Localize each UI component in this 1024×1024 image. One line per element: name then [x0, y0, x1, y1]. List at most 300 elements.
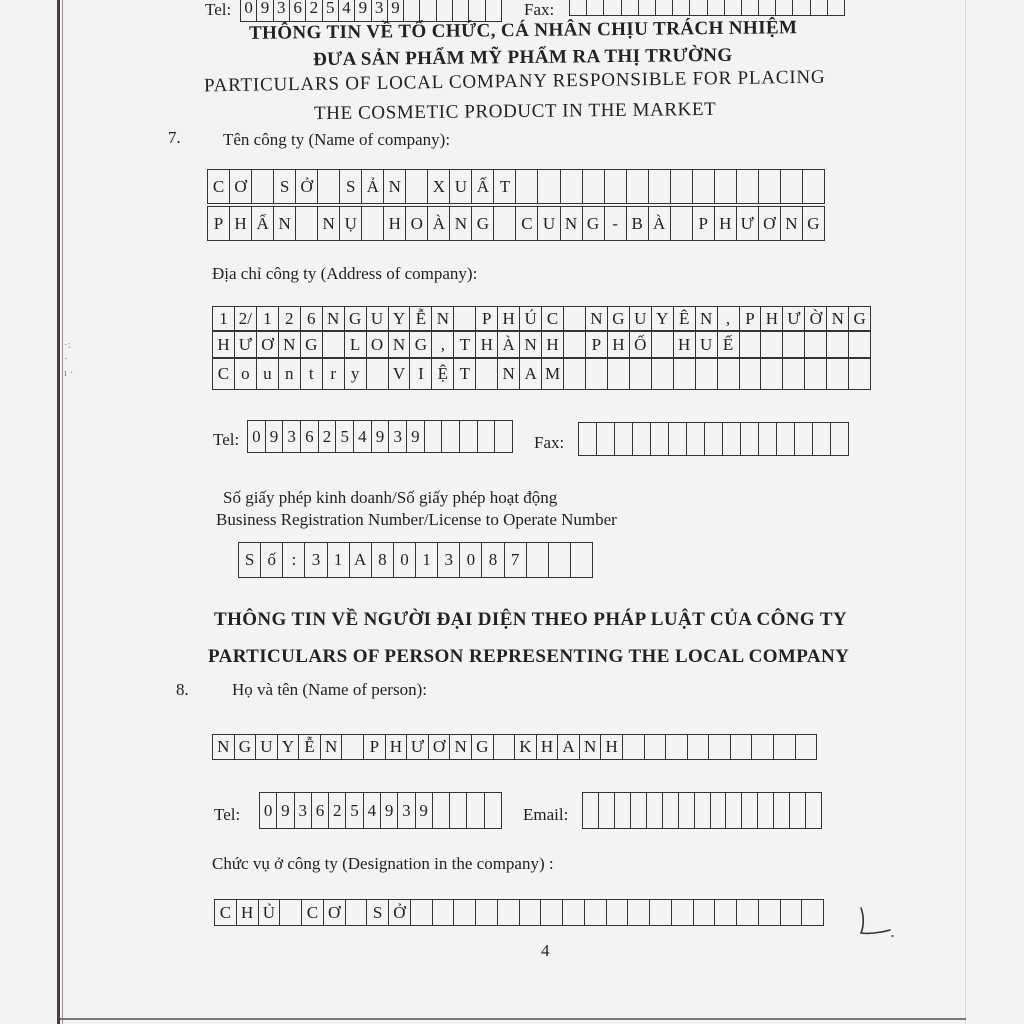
company-name-row-2 — [207, 206, 825, 241]
form-cell: 3 — [438, 542, 460, 578]
form-cell — [420, 0, 436, 22]
form-cell: 1 — [328, 542, 350, 578]
form-cell: 0 — [460, 542, 482, 578]
company-fax-cells — [578, 422, 849, 456]
form-cell: H — [386, 734, 408, 760]
heading-representative-vi: THÔNG TIN VỀ NGƯỜI ĐẠI DIỆN THEO PHÁP LUẬT CỦA CÔNG TY — [214, 609, 848, 630]
form-cell — [723, 422, 741, 456]
form-cell: G — [608, 306, 630, 331]
form-cell — [783, 358, 805, 390]
form-cell — [696, 358, 718, 390]
item-8-number: 8. — [176, 680, 189, 699]
form-cell — [494, 734, 516, 760]
form-cell: N — [561, 206, 583, 241]
heading-local-company-vi-1: THÔNG TIN VỀ TỔ CHỨC, CÁ NHÂN CHỊU TRÁCH NHIỆM — [248, 17, 798, 44]
form-cell: 1 — [213, 306, 235, 331]
form-cell — [516, 169, 538, 204]
form-cell: Ư — [737, 206, 759, 241]
form-cell: N — [498, 358, 520, 390]
form-cell: 1 — [416, 542, 438, 578]
form-cell: H — [608, 331, 630, 358]
form-cell — [404, 0, 420, 22]
form-cell: N — [432, 306, 454, 331]
form-cell — [777, 422, 795, 456]
form-cell: N — [323, 306, 345, 331]
item-7-number: 7. — [168, 128, 181, 147]
company-tel-label: Tel: — [213, 430, 240, 449]
form-cell: P — [476, 306, 498, 331]
form-cell: 8 — [372, 542, 394, 578]
form-cell: H — [715, 206, 737, 241]
form-cell: H — [601, 734, 623, 760]
form-cell — [622, 0, 639, 16]
form-cell: 0 — [248, 420, 266, 453]
form-cell: 4 — [339, 0, 355, 22]
form-cell: 7 — [505, 542, 527, 578]
form-cell — [599, 792, 615, 829]
company-address-grid — [212, 306, 871, 390]
form-cell — [628, 899, 650, 926]
form-cell — [731, 734, 753, 760]
form-cell: o — [235, 358, 257, 390]
form-cell: P — [740, 306, 762, 331]
form-cell: 3 — [274, 0, 290, 22]
form-cell: Ờ — [805, 306, 827, 331]
form-cell: Ư — [407, 734, 429, 760]
form-cell — [252, 169, 274, 204]
form-cell — [476, 899, 498, 926]
designation-cells — [214, 899, 824, 926]
form-cell — [498, 899, 520, 926]
form-cell — [442, 420, 460, 453]
form-cell — [725, 0, 742, 16]
form-cell: 3 — [295, 792, 312, 829]
form-cell: U — [696, 331, 718, 358]
form-cell: I — [410, 358, 432, 390]
form-cell: G — [472, 206, 494, 241]
form-cell: 2 — [306, 0, 322, 22]
form-cell: Ú — [520, 306, 542, 331]
form-cell — [631, 792, 647, 829]
form-cell: 9 — [257, 0, 273, 22]
form-cell — [849, 331, 871, 358]
form-cell — [645, 734, 667, 760]
person-email-cells — [582, 792, 822, 829]
top-fax-label: Fax: — [524, 0, 555, 19]
form-cell: 3 — [372, 0, 388, 22]
form-cell: O — [367, 331, 389, 358]
form-cell — [453, 0, 469, 22]
form-cell: , — [718, 306, 740, 331]
form-cell: Ở — [389, 899, 411, 926]
form-cell — [604, 0, 621, 16]
form-cell: Ụ — [340, 206, 362, 241]
form-cell: A — [520, 358, 542, 390]
form-cell — [527, 542, 549, 578]
form-cell — [549, 542, 571, 578]
form-cell: M — [542, 358, 564, 390]
form-cell: P — [364, 734, 386, 760]
form-cell — [674, 358, 696, 390]
form-cell — [615, 422, 633, 456]
form-cell: y — [345, 358, 367, 390]
form-cell: 6 — [301, 306, 323, 331]
form-cell: 6 — [312, 792, 329, 829]
form-cell: 0 — [260, 792, 277, 829]
form-cell: 4 — [364, 792, 381, 829]
form-cell — [608, 358, 630, 390]
form-cell — [669, 422, 687, 456]
form-cell: U — [538, 206, 560, 241]
form-cell: r — [323, 358, 345, 390]
form-cell: H — [542, 331, 564, 358]
company-name-row-1 — [207, 169, 825, 204]
form-cell: 8 — [482, 542, 504, 578]
form-cell — [715, 169, 737, 204]
form-cell — [781, 899, 803, 926]
person-email-label: Email: — [523, 805, 569, 824]
form-cell — [585, 899, 607, 926]
form-cell: G — [301, 331, 323, 358]
form-cell — [450, 792, 467, 829]
form-cell: Ê — [674, 306, 696, 331]
form-cell — [570, 0, 587, 16]
page-left-edge — [57, 0, 60, 1024]
form-cell — [494, 206, 516, 241]
form-cell — [411, 899, 433, 926]
form-cell — [656, 0, 673, 16]
form-cell: ố — [261, 542, 283, 578]
form-cell — [761, 358, 783, 390]
form-cell — [761, 331, 783, 358]
form-cell: 5 — [336, 420, 354, 453]
form-cell: Ễ — [410, 306, 432, 331]
form-cell — [742, 792, 758, 829]
company-name-grid — [207, 169, 825, 241]
form-cell — [460, 420, 478, 453]
form-cell: Ủ — [259, 899, 281, 926]
form-cell — [705, 422, 723, 456]
form-cell: H — [230, 206, 252, 241]
form-cell — [793, 0, 810, 16]
form-cell: N — [279, 331, 301, 358]
form-cell — [486, 0, 502, 22]
form-cell — [362, 206, 384, 241]
form-cell: N — [274, 206, 296, 241]
form-cell — [783, 331, 805, 358]
company-name-label: Tên công ty (Name of company): — [223, 130, 451, 149]
form-cell: Ấ — [472, 169, 494, 204]
form-cell — [476, 358, 498, 390]
form-cell: Ơ — [429, 734, 451, 760]
form-cell — [564, 306, 586, 331]
form-cell: U — [367, 306, 389, 331]
form-cell — [741, 422, 759, 456]
form-cell: , — [432, 331, 454, 358]
form-cell — [673, 0, 690, 16]
form-cell: P — [693, 206, 715, 241]
form-cell: N — [321, 734, 343, 760]
form-cell: N — [586, 306, 608, 331]
form-cell — [740, 358, 762, 390]
form-cell: 3 — [283, 420, 301, 453]
form-cell: 9 — [388, 0, 404, 22]
form-cell: 9 — [407, 420, 425, 453]
page-left-edge-shadow — [62, 0, 63, 1024]
form-cell — [752, 734, 774, 760]
form-cell — [695, 792, 711, 829]
heading-local-company-en-1: PARTICULARS OF LOCAL COMPANY RESPONSIBLE FOR PLACING — [203, 66, 826, 97]
form-cell: Ư — [235, 331, 257, 358]
form-cell: : — [283, 542, 305, 578]
form-cell: C — [213, 358, 235, 390]
form-cell — [296, 206, 318, 241]
form-cell: 6 — [290, 0, 306, 22]
form-cell: C — [208, 169, 230, 204]
form-cell — [709, 734, 731, 760]
form-cell — [774, 734, 796, 760]
form-cell — [520, 899, 542, 926]
form-cell — [564, 358, 586, 390]
form-cell: Ễ — [299, 734, 321, 760]
form-cell: Ệ — [432, 358, 454, 390]
form-cell: U — [450, 169, 472, 204]
form-cell: Ơ — [759, 206, 781, 241]
form-cell: C — [215, 899, 237, 926]
form-cell — [639, 0, 656, 16]
form-cell: - — [605, 206, 627, 241]
form-cell: 3 — [305, 542, 327, 578]
page-number: 4 — [541, 941, 550, 960]
form-cell: H — [237, 899, 259, 926]
form-cell — [454, 306, 476, 331]
form-cell: Ố — [630, 331, 652, 358]
form-cell — [495, 420, 513, 453]
form-cell: 2 — [319, 420, 337, 453]
form-cell — [579, 422, 597, 456]
heading-local-company-vi-2: ĐƯA SẢN PHẨM MỸ PHẨM RA THỊ TRƯỜNG — [312, 44, 733, 71]
form-cell — [849, 358, 871, 390]
form-cell — [280, 899, 302, 926]
form-cell: B — [627, 206, 649, 241]
form-cell — [318, 169, 340, 204]
form-cell: 9 — [416, 792, 433, 829]
form-cell — [597, 422, 615, 456]
form-cell — [437, 0, 453, 22]
form-cell — [759, 169, 781, 204]
form-cell: H — [761, 306, 783, 331]
form-cell: u — [257, 358, 279, 390]
scan-specks: ·: · ı · — [64, 339, 74, 379]
form-cell: Ả — [362, 169, 384, 204]
form-cell: G — [583, 206, 605, 241]
form-cell — [759, 0, 776, 16]
form-cell — [781, 169, 803, 204]
form-cell — [672, 899, 694, 926]
form-cell: H — [384, 206, 406, 241]
form-cell: 2/ — [235, 306, 257, 331]
form-cell — [805, 358, 827, 390]
form-cell — [342, 734, 364, 760]
form-cell — [688, 734, 710, 760]
form-cell — [583, 792, 599, 829]
form-cell — [467, 792, 484, 829]
form-cell: 0 — [241, 0, 257, 22]
form-cell: S — [239, 542, 261, 578]
heading-representative-en: PARTICULARS OF PERSON REPRESENTING THE LOCAL COMPANY — [208, 646, 850, 667]
form-cell: N — [781, 206, 803, 241]
form-cell — [802, 899, 824, 926]
form-cell — [615, 792, 631, 829]
form-cell — [538, 169, 560, 204]
form-cell: N — [450, 206, 472, 241]
form-cell: 6 — [301, 420, 319, 453]
form-cell — [650, 899, 672, 926]
form-cell: L — [345, 331, 367, 358]
form-cell — [454, 899, 476, 926]
form-cell: N — [696, 306, 718, 331]
form-cell: 3 — [389, 420, 407, 453]
form-cell — [827, 358, 849, 390]
form-cell: P — [586, 331, 608, 358]
form-cell — [759, 899, 781, 926]
form-cell — [623, 734, 645, 760]
form-cell — [633, 422, 651, 456]
form-cell: G — [803, 206, 825, 241]
form-cell — [649, 169, 671, 204]
company-address-label: Địa chỉ công ty (Address of company): — [212, 264, 478, 283]
form-cell — [715, 899, 737, 926]
form-cell — [367, 358, 389, 390]
person-name-label: Họ và tên (Name of person): — [232, 680, 427, 699]
form-cell — [671, 169, 693, 204]
form-cell — [828, 0, 845, 16]
form-cell — [323, 331, 345, 358]
form-cell — [406, 169, 428, 204]
designation-label: Chức vụ ở công ty (Designation in the company) : — [212, 854, 554, 873]
form-cell: U — [630, 306, 652, 331]
form-cell: 5 — [346, 792, 363, 829]
form-cell — [425, 420, 443, 453]
form-cell: O — [406, 206, 428, 241]
form-cell — [627, 169, 649, 204]
form-cell — [740, 331, 762, 358]
form-cell: H — [674, 331, 696, 358]
form-cell: T — [454, 358, 476, 390]
heading-local-company-en-2: THE COSMETIC PRODUCT IN THE MARKET — [313, 98, 717, 125]
form-cell — [759, 422, 777, 456]
company-address-row-1 — [212, 306, 871, 331]
company-address-row-3 — [212, 358, 871, 390]
form-cell — [831, 422, 849, 456]
form-cell — [469, 0, 485, 22]
top-tel-digits — [240, 0, 502, 22]
form-cell — [718, 358, 740, 390]
form-cell: À — [428, 206, 450, 241]
form-cell — [433, 792, 450, 829]
form-cell: N — [384, 169, 406, 204]
form-cell — [652, 358, 674, 390]
form-cell: t — [301, 358, 323, 390]
form-cell — [790, 792, 806, 829]
form-cell: N — [450, 734, 472, 760]
form-cell — [813, 422, 831, 456]
form-cell — [803, 169, 825, 204]
form-cell — [478, 420, 496, 453]
form-cell: 0 — [394, 542, 416, 578]
form-cell: Ơ — [230, 169, 252, 204]
page-bottom-edge — [60, 1018, 966, 1020]
form-cell — [693, 169, 715, 204]
form-cell: N — [213, 734, 235, 760]
form-cell — [811, 0, 828, 16]
form-cell — [708, 0, 725, 16]
form-cell — [541, 899, 563, 926]
form-cell: Y — [652, 306, 674, 331]
form-cell: S — [274, 169, 296, 204]
page-right-edge — [965, 0, 966, 1024]
form-cell — [571, 542, 593, 578]
form-cell — [433, 899, 455, 926]
form-cell: Ế — [718, 331, 740, 358]
form-cell — [737, 899, 759, 926]
form-cell — [586, 358, 608, 390]
form-cell: N — [580, 734, 602, 760]
form-cell: Ơ — [324, 899, 346, 926]
form-cell: N — [389, 331, 411, 358]
form-cell: 9 — [381, 792, 398, 829]
form-cell — [694, 899, 716, 926]
form-cell: C — [302, 899, 324, 926]
form-cell — [758, 792, 774, 829]
form-cell — [805, 331, 827, 358]
top-tel-label: Tel: — [205, 0, 232, 19]
form-cell: 5 — [323, 0, 339, 22]
form-cell: Ơ — [257, 331, 279, 358]
form-cell — [776, 0, 793, 16]
form-cell: H — [537, 734, 559, 760]
form-cell: Y — [389, 306, 411, 331]
form-cell: S — [367, 899, 389, 926]
form-cell: X — [428, 169, 450, 204]
form-cell: N — [520, 331, 542, 358]
form-cell: 9 — [372, 420, 390, 453]
form-cell — [679, 792, 695, 829]
form-cell — [806, 792, 822, 829]
form-cell: K — [515, 734, 537, 760]
form-cell: G — [849, 306, 871, 331]
person-name-cells — [212, 734, 817, 760]
form-cell — [587, 0, 604, 16]
form-cell: A — [350, 542, 372, 578]
form-cell: À — [498, 331, 520, 358]
form-cell — [737, 169, 759, 204]
form-cell: Ở — [296, 169, 318, 204]
license-number-cells — [238, 542, 593, 578]
handwritten-initial-mark — [852, 902, 896, 942]
form-cell — [647, 792, 663, 829]
person-tel-label: Tel: — [214, 805, 241, 824]
form-cell — [742, 0, 759, 16]
form-cell: C — [516, 206, 538, 241]
form-cell: À — [649, 206, 671, 241]
company-fax-label: Fax: — [534, 433, 565, 452]
form-cell — [827, 331, 849, 358]
form-cell: H — [498, 306, 520, 331]
form-cell — [726, 792, 742, 829]
form-cell: T — [494, 169, 516, 204]
form-cell: G — [472, 734, 494, 760]
